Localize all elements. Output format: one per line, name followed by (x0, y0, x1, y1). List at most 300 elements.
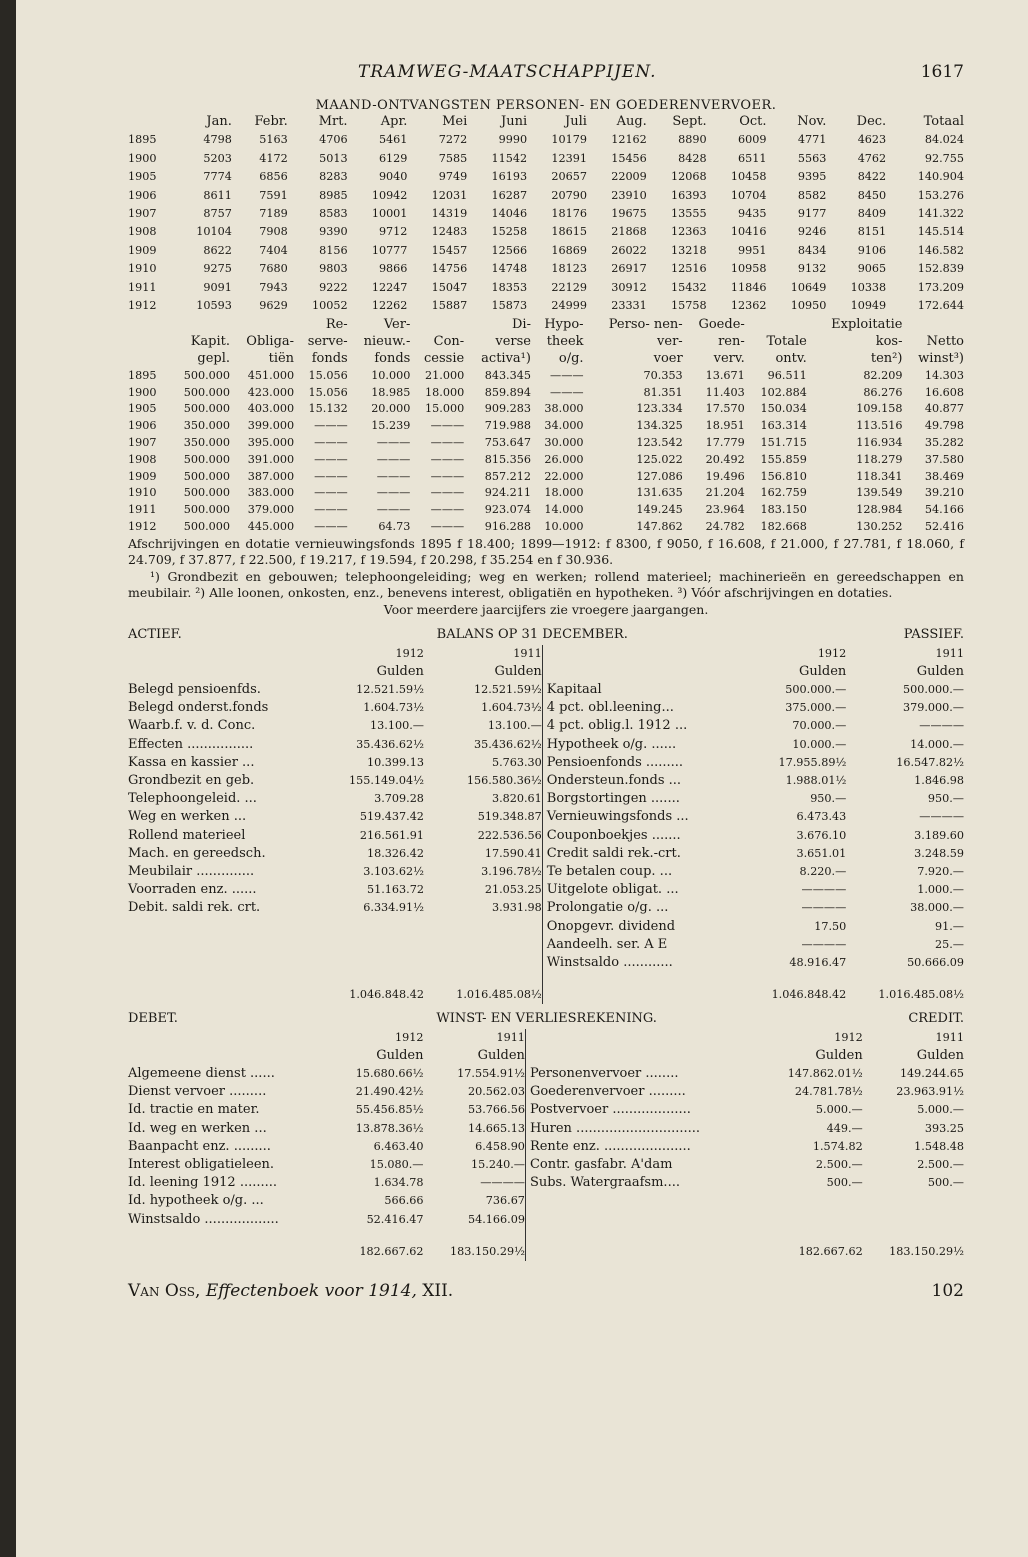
ledger-label: Grondbezit en geb. (128, 772, 255, 788)
value-cell: 12516 (671, 262, 707, 276)
value-cell: 18353 (491, 280, 528, 294)
ledger-amount: 54.166.09 (468, 1212, 525, 1226)
ledger-row (128, 681, 964, 699)
value-cell: 24999 (551, 299, 587, 313)
table-row (128, 150, 964, 168)
value-cell: 12262 (371, 299, 408, 313)
ledger-row (128, 936, 964, 954)
value-cell: 5461 (378, 133, 408, 147)
value-cell: 15457 (431, 243, 468, 257)
year-cell: 1900 (128, 385, 157, 399)
ledger-amount: 500.000.— (785, 682, 847, 696)
value-cell: 12247 (371, 280, 408, 294)
value-cell: 12566 (491, 243, 528, 257)
unit-header (128, 1047, 332, 1065)
value-cell: 10950 (790, 299, 827, 313)
ledger-label: Credit saldi rek.-crt. (542, 845, 743, 863)
ledger-amount: 500.— (826, 1176, 863, 1190)
ledger-label: Rollend materieel (128, 827, 246, 843)
ledger-amount: 17.955.89½ (778, 755, 847, 769)
value-cell: 11.403 (705, 385, 745, 399)
column-header: theek (546, 334, 584, 350)
value-cell: 500.000 (183, 452, 231, 466)
column-header: Obliga- (246, 334, 295, 350)
value-cell: ——— (376, 486, 411, 500)
value-cell: 10649 (790, 280, 827, 294)
year-cell: 1908 (128, 452, 157, 466)
year-cell: 1911 (128, 503, 157, 517)
year-header: 1911 (935, 1030, 964, 1044)
ledger-amount: 17.590.41 (484, 846, 542, 860)
ledger-row (128, 1120, 964, 1138)
ledger-amount: 13.100.— (487, 719, 542, 733)
year-cell: 1905 (128, 170, 157, 184)
value-cell: 387.000 (247, 469, 295, 483)
value-cell: 14748 (491, 262, 528, 276)
ledger-row (128, 717, 964, 735)
value-cell: ——— (430, 452, 465, 466)
unit-header: Gulden (376, 1047, 424, 1063)
footnotes: ¹) Grondbezit en gebouwen; telephoongeleiding; weg en werken; rollend materieel; machinerieën en gereedschappen en meubilair. ²) Alle loonen, onkosten, enz., benevens interest, obligatiën en hypotheken. ³) Vóór afschrijvingen en dotaties. (128, 568, 964, 601)
value-cell: 9106 (857, 243, 887, 257)
column-header: cessie (424, 351, 465, 367)
value-cell: 12068 (671, 170, 707, 184)
notes-block (128, 536, 964, 619)
ledger-total (128, 972, 321, 1004)
value-cell: 39.210 (924, 486, 964, 500)
table-row (128, 187, 964, 205)
year-header: 1911 (935, 646, 964, 660)
ledger-label: Vernieuwingsfonds ... (542, 808, 743, 826)
column-header: verv. (713, 351, 745, 367)
monthly-caption: MAAND-ONTVANGSTEN PERSONEN- EN GOEDERENVERVOER. (315, 98, 777, 113)
unit-header (542, 663, 743, 681)
value-cell: 26.000 (544, 452, 584, 466)
value-cell: 857.212 (484, 469, 531, 483)
column-header (902, 317, 964, 334)
value-cell: 5563 (797, 151, 827, 165)
year-header: 1912 (817, 646, 847, 660)
year-header (128, 1029, 332, 1047)
value-cell: ——— (314, 503, 348, 517)
value-cell: ——— (430, 436, 465, 450)
column-header: Hypo- (544, 317, 584, 333)
capital-table (128, 317, 964, 535)
ledger-label: Kapitaal (542, 681, 743, 699)
value-cell: 423.000 (247, 385, 295, 399)
value-cell: 10593 (196, 299, 232, 313)
value-cell: 30.000 (544, 436, 584, 450)
column-header: ren- (718, 334, 745, 350)
ledger-row (128, 1101, 964, 1119)
value-cell: 15258 (491, 225, 528, 239)
column-header: ver- (657, 334, 683, 350)
ledger-row (128, 1156, 964, 1174)
value-cell: 923.074 (484, 503, 531, 517)
ledger-amount: 48.916.47 (789, 955, 847, 969)
value-cell: 15432 (671, 280, 707, 294)
ledger-label: Winstsaldo ............ (542, 954, 743, 972)
ledger-label (525, 1192, 761, 1210)
value-cell: 49.798 (924, 419, 964, 433)
value-cell: 12162 (611, 133, 647, 147)
ledger-amount: 5.000.— (917, 1103, 964, 1117)
value-cell: 383.000 (247, 486, 295, 500)
ledger-row (128, 1174, 964, 1192)
year-header: 1912 (395, 646, 424, 660)
ledger-amount: 1.634.78 (373, 1176, 424, 1190)
table-row (128, 401, 964, 418)
ledger-amount: ———— (801, 937, 847, 951)
value-cell: 9065 (857, 262, 887, 276)
ledger-total: 1.016.485.08½ (456, 988, 542, 1002)
year-header: 1912 (834, 1030, 863, 1044)
year-header (128, 645, 321, 663)
value-cell: ——— (430, 419, 465, 433)
value-cell: 8422 (857, 170, 887, 184)
value-cell: 8622 (203, 243, 232, 257)
unit-header: Gulden (798, 663, 847, 679)
ledger-amount: ———— (801, 883, 847, 897)
value-cell: ——— (314, 452, 348, 466)
value-cell: 815.356 (484, 452, 531, 466)
ledger-amount: 52.416.47 (366, 1212, 424, 1226)
ledger-amount: 16.547.82½ (896, 755, 964, 769)
month-header: Jan. (206, 114, 232, 129)
ledger-amount: 736.67 (485, 1194, 525, 1208)
value-cell: ——— (430, 520, 465, 534)
value-cell: 9712 (378, 225, 408, 239)
value-cell: 35.282 (924, 436, 964, 450)
ledger-amount: 1.604.73½ (481, 701, 542, 715)
ledger-amount: 1.846.98 (914, 773, 964, 787)
column-header: ten²) (870, 351, 903, 367)
ledger-row (128, 881, 964, 899)
value-cell: 8757 (203, 207, 232, 221)
value-cell: 500.000 (183, 486, 231, 500)
value-cell: 9390 (319, 225, 348, 239)
ledger-label (525, 1211, 761, 1229)
value-cell: 8151 (857, 225, 887, 239)
value-cell: 22.000 (544, 469, 584, 483)
value-cell: 131.635 (636, 486, 683, 500)
value-cell: 7272 (438, 133, 468, 147)
ledger-amount: 1.000.— (917, 883, 964, 897)
ledger-amount (321, 954, 424, 972)
ledger-amount: 21.490.42½ (355, 1085, 424, 1099)
value-cell: 109.158 (856, 402, 903, 416)
page-header (148, 62, 964, 82)
column-header: Di- (511, 317, 531, 333)
ledger-amount: 6.458.90 (475, 1139, 525, 1153)
column-header: Netto (926, 334, 964, 350)
value-cell: ——— (314, 520, 348, 534)
ledger-label: 4 pct. obl.leening... (542, 699, 743, 717)
ledger-amount: 3.709.28 (374, 792, 424, 806)
ledger-amount (863, 1211, 964, 1229)
ledger-amount (424, 936, 542, 954)
value-cell: 183.150 (760, 503, 807, 517)
value-cell: 7680 (259, 262, 288, 276)
ledger-amount: 12.521.59½ (474, 682, 542, 696)
value-cell: ——— (430, 469, 465, 483)
ledger-label: Dienst vervoer ......... (128, 1084, 267, 1100)
ledger-amount: 379.000.— (902, 701, 964, 715)
value-cell: 16287 (491, 188, 528, 202)
ledger-amount: 20.562.03 (468, 1085, 525, 1099)
value-cell: 7943 (259, 280, 288, 294)
month-header: Febr. (254, 114, 288, 129)
column-header: Perso- nen- (608, 317, 683, 333)
ledger-row (128, 772, 964, 790)
ledger-row (128, 1065, 964, 1083)
ledger-amount: 519.348.87 (477, 810, 542, 824)
value-cell: 81.351 (643, 385, 683, 399)
value-cell: 18.985 (371, 385, 411, 399)
value-cell: 14319 (431, 207, 468, 221)
ledger-amount: 13.100.— (370, 719, 424, 733)
value-cell: ——— (376, 452, 411, 466)
unit-header (525, 1047, 761, 1065)
ledger-label: Interest obligatieleen. (128, 1157, 275, 1173)
value-cell: 146.582 (917, 243, 964, 257)
ledger-label: Belegd onderst.fonds (128, 700, 269, 716)
value-cell: 4623 (857, 133, 887, 147)
unit-header: Gulden (477, 1047, 525, 1063)
value-cell: 6009 (738, 133, 767, 147)
value-cell: 6856 (259, 170, 288, 184)
ledger-label (128, 936, 321, 954)
ledger-label: Winstsaldo .................. (128, 1211, 279, 1227)
footer-sheet: 102 (931, 1281, 964, 1302)
ledger-amount: 15.240.— (471, 1158, 525, 1172)
value-cell: 859.894 (484, 385, 531, 399)
value-cell: 8583 (319, 207, 348, 221)
value-cell: 127.086 (636, 469, 683, 483)
ledger-row (128, 1083, 964, 1101)
ledger-amount: ———— (480, 1176, 525, 1190)
column-header: Re- (325, 317, 348, 333)
header-row (128, 351, 964, 368)
value-cell: 399.000 (247, 419, 295, 433)
ledger-total: 182.667.62 (359, 1244, 424, 1258)
value-cell: 141.322 (917, 207, 964, 221)
value-cell: 9395 (797, 170, 827, 184)
more-years-note: Voor meerdere jaarcijfers zie vroegere jaargangen. (383, 601, 709, 617)
ledger-amount: 1.988.01½ (785, 773, 847, 787)
value-cell: 23910 (611, 188, 647, 202)
ledger-amount: 1.548.48 (914, 1139, 964, 1153)
ledger-amount: 566.66 (384, 1194, 424, 1208)
ledger-row (128, 954, 964, 972)
ledger-amount: 393.25 (924, 1121, 964, 1135)
ledger-label: Mach. en gereedsch. (128, 845, 266, 861)
value-cell: ——— (430, 486, 465, 500)
year-header: 1911 (496, 1030, 525, 1044)
value-cell: 9246 (797, 225, 827, 239)
value-cell: 9951 (738, 243, 767, 257)
ledger-amount: 155.149.04½ (349, 773, 424, 787)
value-cell: 37.580 (924, 452, 964, 466)
ledger-total (525, 1229, 761, 1261)
value-cell: ——— (376, 436, 411, 450)
value-cell: ——— (314, 436, 348, 450)
ledger-amount: 1.604.73½ (363, 701, 424, 715)
ledger-label: Id. leening 1912 ......... (128, 1175, 278, 1191)
left-title: ACTIEF. (128, 627, 182, 643)
table-row (128, 205, 964, 223)
value-cell: 12362 (730, 299, 767, 313)
ledger-label: Contr. gasfabr. A'dam (525, 1156, 761, 1174)
left-title: DEBET. (128, 1011, 178, 1027)
column-header: nieuw.- (363, 334, 411, 350)
ledger-amount: 18.326.42 (367, 846, 424, 860)
ledger-amount: 3.248.59 (914, 846, 964, 860)
value-cell: 12483 (431, 225, 468, 239)
ledger-label (128, 954, 321, 972)
value-cell: 82.209 (863, 368, 903, 382)
ledger-amount: 2.500.— (815, 1158, 863, 1172)
year-cell: 1910 (128, 486, 157, 500)
ledger-amount: ———— (919, 719, 964, 733)
value-cell: 12391 (551, 151, 587, 165)
ledger-label: Effecten ................ (128, 736, 254, 752)
profit-loss-account (128, 1010, 964, 1261)
ledger-amount: 222.536.56 (477, 828, 542, 842)
ledger-total: 183.150.29½ (889, 1244, 964, 1258)
ledger-total: 183.150.29½ (450, 1244, 525, 1258)
month-header: Aug. (616, 114, 647, 129)
value-cell: 10179 (551, 133, 587, 147)
ledger-total: 1.046.848.42 (771, 988, 847, 1002)
month-header: Mei (442, 114, 468, 129)
ledger-amount: 14.000.— (910, 737, 964, 751)
month-header: Mrt. (318, 114, 348, 129)
value-cell: 38.000 (544, 402, 584, 416)
right-title: CREDIT. (908, 1011, 964, 1027)
ledger-amount (321, 918, 424, 936)
ledger-row (128, 754, 964, 772)
ledger-row (128, 918, 964, 936)
value-cell: 10.000 (371, 368, 411, 382)
ledger-amount: 53.766.56 (468, 1103, 525, 1117)
table-row (128, 131, 964, 149)
value-cell: 163.314 (760, 419, 807, 433)
ledger-amount (424, 954, 542, 972)
value-cell: 52.416 (924, 520, 964, 534)
ledger-label: Debit. saldi rek. crt. (128, 900, 261, 916)
year-cell: 1907 (128, 436, 157, 450)
ledger-amount: 5.763.30 (491, 755, 542, 769)
ledger-amount: 51.163.72 (367, 883, 424, 897)
value-cell: 13.671 (705, 368, 745, 382)
value-cell: 151.715 (760, 436, 807, 450)
year-cell: 1910 (128, 262, 157, 276)
ledger-amount: 23.963.91½ (896, 1085, 964, 1099)
ledger-amount: 70.000.— (792, 719, 847, 733)
ledger-amount (321, 936, 424, 954)
value-cell: 150.034 (760, 402, 807, 416)
ledger-label: Onopgevr. dividend (542, 918, 743, 936)
value-cell: 500.000 (183, 402, 231, 416)
ledger-amount: 3.103.62½ (363, 864, 424, 878)
value-cell: 15047 (431, 280, 468, 294)
value-cell: 19.496 (705, 469, 745, 483)
column-header (128, 317, 168, 334)
ledger-amount: 50.666.09 (907, 955, 964, 969)
value-cell: 350.000 (183, 419, 231, 433)
value-cell: 11542 (491, 151, 528, 165)
table-row (128, 418, 964, 435)
ledger-total: 182.667.62 (798, 1244, 863, 1258)
value-cell: 10104 (196, 225, 232, 239)
table-row (128, 469, 964, 486)
value-cell: 7908 (259, 225, 288, 239)
ledger-label: Belegd pensioenfds. (128, 681, 261, 697)
column-header (410, 317, 464, 334)
ledger-row (128, 790, 964, 808)
table-row (128, 385, 964, 402)
ledger-amount: 3.651.01 (796, 846, 847, 860)
unit-header: Gulden (815, 1047, 863, 1063)
value-cell: 149.245 (636, 503, 683, 517)
ledger-amount: 35.436.62½ (356, 737, 424, 751)
month-header: Dec. (856, 114, 887, 129)
value-cell: 7774 (203, 170, 232, 184)
ledger-label: Hypotheek o/g. ...... (542, 736, 743, 754)
ledger-amount: 10.000.— (792, 737, 847, 751)
value-cell: 116.934 (856, 436, 903, 450)
value-cell: 15758 (671, 299, 707, 313)
ledger-row (128, 863, 964, 881)
value-cell: 6129 (378, 151, 408, 165)
value-cell: 15.056 (308, 385, 348, 399)
value-cell: 15.132 (308, 402, 348, 416)
value-cell: 8611 (203, 188, 232, 202)
footer-book: Effectenboek voor 1914, (205, 1281, 417, 1302)
ledger-row (128, 899, 964, 917)
value-cell: 10704 (730, 188, 767, 202)
value-cell: 20.492 (705, 452, 745, 466)
ledger-row (128, 736, 964, 754)
year-header (542, 645, 743, 663)
value-cell: 500.000 (183, 469, 231, 483)
value-cell: 145.514 (917, 225, 964, 239)
column-header: Totale (766, 334, 807, 350)
value-cell: 909.283 (484, 402, 531, 416)
ledger-amount (761, 1211, 862, 1229)
value-cell: 24.782 (705, 520, 745, 534)
value-cell: 10458 (730, 170, 767, 184)
center-title: BALANS OP 31 DECEMBER. (436, 627, 628, 643)
month-header: Nov. (797, 114, 827, 129)
column-header (128, 351, 168, 368)
value-cell: 118.341 (856, 469, 903, 483)
ledger-amount: 25.— (935, 937, 964, 951)
value-cell: 916.288 (484, 520, 531, 534)
ledger-amount: 449.— (826, 1121, 863, 1135)
value-cell: 395.000 (247, 436, 295, 450)
ledger-amount: 149.244.65 (899, 1067, 964, 1080)
ledger-label: Voorraden enz. ...... (128, 882, 257, 898)
ledger-amount: 519.437.42 (359, 810, 424, 824)
value-cell: 15456 (611, 151, 647, 165)
depreciation-note: Afschrijvingen en dotatie vernieuwingsfonds 1895 f 18.400; 1899—1912: f 8300, f 9050, f 16.608, f 21.000, f 27.781, f 18.060, f 24.709, f 37.877, f 22.500, f 19.217, f 19.594, f 20.298, f 35.254 en f 30.936. (128, 535, 964, 568)
ledger-label: Kassa en kassier ... (128, 754, 255, 770)
value-cell: 153.276 (917, 188, 964, 202)
value-cell: 18.951 (705, 419, 745, 433)
value-cell: 8890 (678, 133, 707, 147)
